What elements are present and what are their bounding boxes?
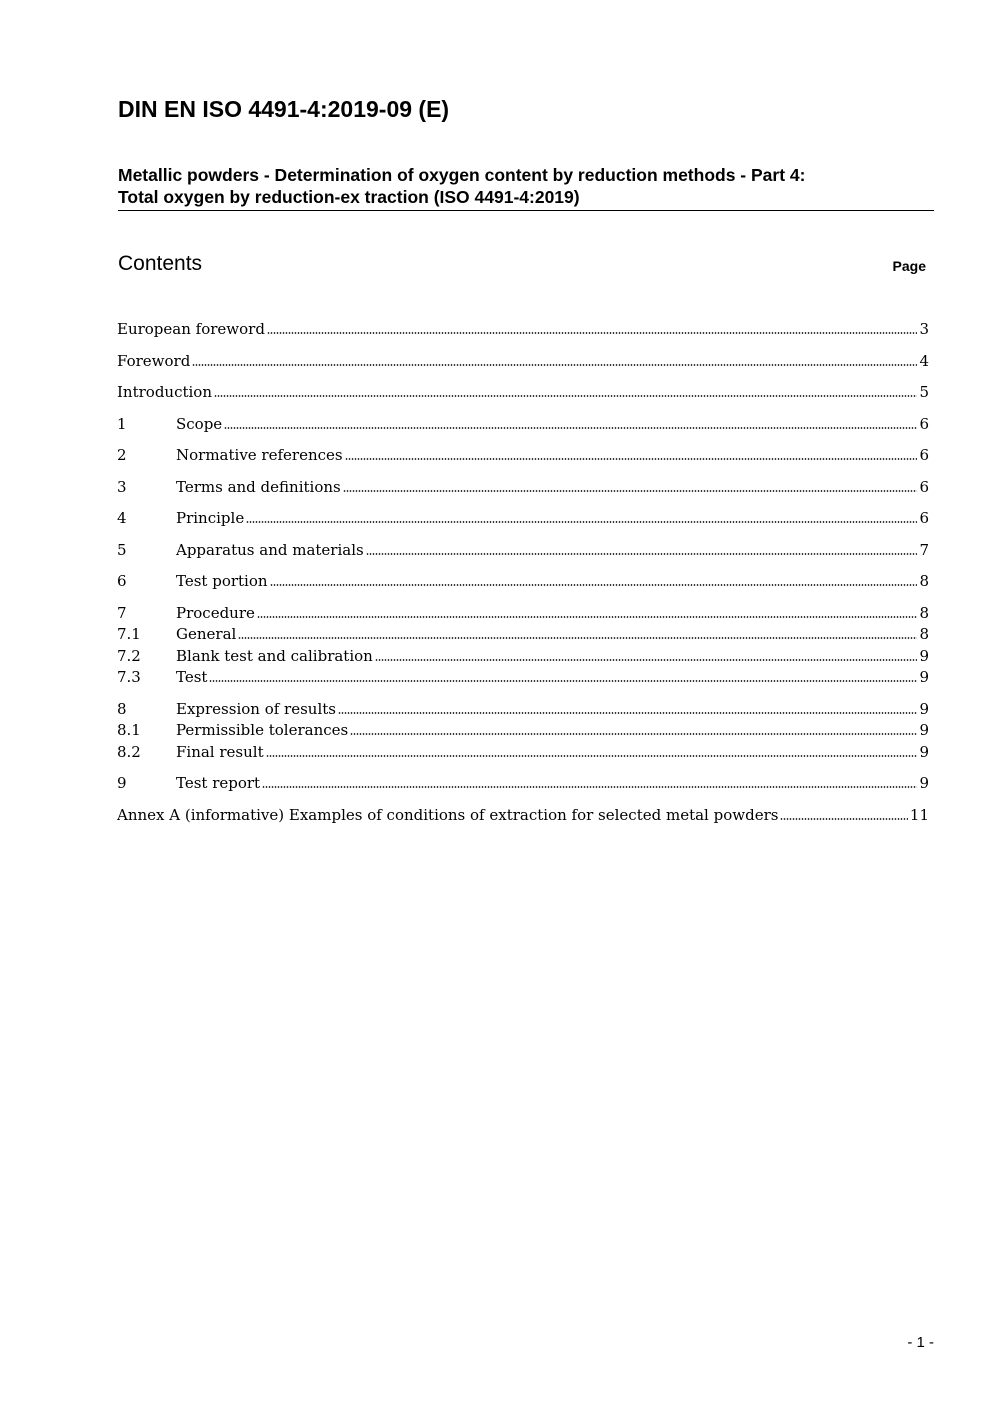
- toc-dot-leader: [209, 680, 917, 682]
- toc-entry-title: Expression of results: [176, 700, 336, 718]
- page-column-label: Page: [892, 258, 926, 274]
- toc-entry-title: General: [176, 625, 237, 643]
- toc-dot-leader: [375, 659, 918, 661]
- toc-dot-leader: [270, 584, 918, 586]
- toc-entry-title: Blank test and calibration: [176, 647, 373, 665]
- toc-entry-apparatus-and-materials[interactable]: [117, 539, 929, 561]
- toc-dot-leader: [338, 712, 917, 714]
- toc-entry-test-report[interactable]: [117, 772, 929, 794]
- toc-dot-leader: [257, 616, 918, 618]
- toc-entry-page: 6: [919, 446, 929, 464]
- toc-dot-leader: [345, 458, 918, 460]
- toc-entry-number: 2: [117, 446, 127, 464]
- toc-entry-general[interactable]: [117, 623, 929, 645]
- toc-entry-introduction[interactable]: [117, 381, 929, 403]
- toc-entry-terms-and-definitions[interactable]: [117, 476, 929, 498]
- toc-dot-leader: [192, 364, 917, 366]
- toc-dot-leader: [267, 332, 918, 334]
- contents-heading: Contents: [118, 252, 203, 275]
- toc-entry-title: Normative references: [176, 446, 343, 464]
- document-title: DIN EN ISO 4491-4:2019-09 (E): [118, 96, 450, 122]
- toc-entry-title: Introduction: [117, 383, 212, 401]
- toc-entry-procedure[interactable]: [117, 602, 929, 624]
- toc-entry-title: Test portion: [176, 572, 268, 590]
- toc-entry-number: 6: [117, 572, 127, 590]
- toc-entry-title: Test report: [176, 774, 261, 792]
- toc-entry-final-result[interactable]: [117, 741, 929, 763]
- toc-dot-leader: [350, 733, 917, 735]
- table-of-contents: [117, 0, 929, 1403]
- toc-entry-title: Terms and definitions: [176, 478, 341, 496]
- toc-entry-page: 9: [919, 743, 929, 761]
- toc-dot-leader: [343, 490, 918, 492]
- toc-entry-principle[interactable]: [117, 507, 929, 529]
- toc-entry-page: 6: [919, 509, 929, 527]
- toc-entry-number: 1: [117, 415, 127, 433]
- toc-dot-leader: [224, 427, 917, 429]
- toc-dot-leader: [780, 818, 907, 820]
- toc-entry-page: 3: [919, 320, 929, 338]
- document-subtitle-line-2: Total oxygen by reduction-ex traction (ISO 4491-4:2019): [118, 187, 580, 207]
- toc-entry-expression-of-results[interactable]: [117, 698, 929, 720]
- toc-entry-page: 6: [919, 478, 929, 496]
- toc-entry-title: Apparatus and materials: [176, 541, 364, 559]
- toc-entry-title: Final result: [176, 743, 264, 761]
- toc-dot-leader: [262, 786, 917, 788]
- toc-entry-number: 9: [117, 774, 127, 792]
- toc-entry-number: 7.2: [117, 647, 141, 665]
- toc-entry-test[interactable]: [117, 666, 929, 688]
- toc-entry-page: 5: [919, 383, 929, 401]
- toc-entry-page: 9: [919, 647, 929, 665]
- toc-dot-leader: [238, 637, 917, 639]
- toc-entry-page: 8: [919, 604, 929, 622]
- toc-entry-number: 8: [117, 700, 127, 718]
- toc-entry-scope[interactable]: [117, 413, 929, 435]
- toc-entry-blank-test-and-calibration[interactable]: [117, 645, 929, 667]
- toc-entry-number: 8.1: [117, 721, 141, 739]
- toc-entry-page: 9: [919, 700, 929, 718]
- toc-dot-leader: [366, 553, 918, 555]
- toc-entry-page: 9: [919, 774, 929, 792]
- toc-entry-title: Test: [176, 668, 208, 686]
- toc-entry-page: 9: [919, 668, 929, 686]
- toc-entry-page: 6: [919, 415, 929, 433]
- toc-entry-title: European foreword: [117, 320, 265, 338]
- toc-entry-title: Permissible tolerances: [176, 721, 349, 739]
- toc-entry-number: 4: [117, 509, 127, 527]
- document-subtitle-line-1: Metallic powders - Determination of oxygen content by reduction methods - Part 4:: [118, 165, 806, 185]
- toc-entry-page: 8: [919, 572, 929, 590]
- toc-entry-page: 8: [919, 625, 929, 643]
- toc-entry-number: 7.3: [117, 668, 141, 686]
- page-number: - 1 -: [907, 1334, 934, 1351]
- toc-entry-title: Principle: [176, 509, 245, 527]
- toc-entry-title: Scope: [176, 415, 223, 433]
- toc-entry-european-foreword[interactable]: [117, 318, 929, 340]
- toc-entry-title: Procedure: [176, 604, 255, 622]
- toc-entry-page: 7: [919, 541, 929, 559]
- toc-dot-leader: [214, 395, 917, 397]
- toc-entry-number: 3: [117, 478, 127, 496]
- toc-entry-page: 9: [919, 721, 929, 739]
- toc-entry-number: 7.1: [117, 625, 141, 643]
- toc-entry-page: 4: [919, 352, 929, 370]
- toc-entry-number: 5: [117, 541, 127, 559]
- toc-entry-permissible-tolerances[interactable]: [117, 719, 929, 741]
- toc-entry-foreword[interactable]: [117, 350, 929, 372]
- toc-entry-title: Foreword: [117, 352, 191, 370]
- toc-entry-page: 11: [909, 806, 929, 824]
- toc-entry-title: Annex A (informative) Examples of conditions of extraction for selected metal powders: [117, 806, 779, 824]
- toc-entry-annex-a[interactable]: [117, 804, 929, 826]
- toc-entry-number: 7: [117, 604, 127, 622]
- toc-entry-test-portion[interactable]: [117, 570, 929, 592]
- toc-dot-leader: [266, 755, 918, 757]
- toc-entry-normative-references[interactable]: [117, 444, 929, 466]
- toc-entry-number: 8.2: [117, 743, 141, 761]
- toc-dot-leader: [246, 521, 917, 523]
